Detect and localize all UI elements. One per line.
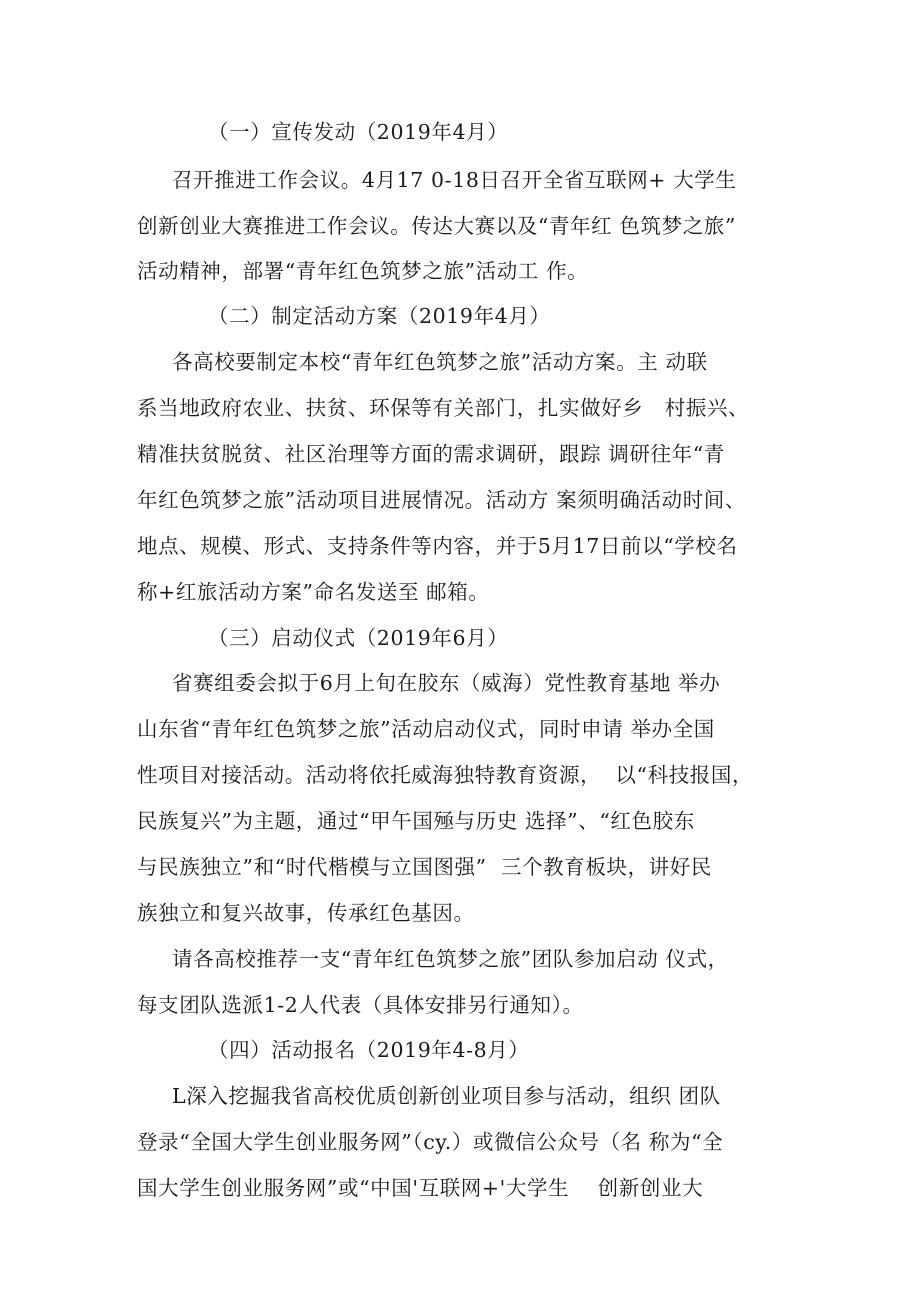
paragraph-line: L深入挖掘我省高校优质创新创业项目参与活动，组织 团队 (172, 1084, 721, 1108)
paragraph-line: 称+红旅活动方案”命名发送至 邮箱。 (137, 580, 490, 604)
section-heading: （四）活动报名（2019年4-8月） (208, 1038, 530, 1062)
section-heading: （二）制定活动方案（2019年4月） (208, 304, 551, 328)
paragraph-line: 省赛组委会拟于6月上旬在胶东（威海）党性教育基地 举办 (172, 671, 721, 695)
paragraph-line: 国大学生创业服务网”或“中国'互联网+'大学生 创新创业大 (137, 1176, 704, 1200)
paragraph-line: 族独立和复兴故事，传承红色基因。 (137, 901, 475, 925)
section-heading: （三）启动仪式（2019年6月） (208, 626, 509, 650)
paragraph-line: 山东省“青年红色筑梦之旅”活动启动仪式，同时申请 举办全国 (137, 717, 715, 741)
paragraph-line: 请各高校推荐一支“青年红色筑梦之旅”团队参加启动 仪式， (172, 947, 729, 971)
paragraph-line: 性项目对接活动。活动将依托威海独特教育资源， 以“科技报国， (137, 763, 754, 787)
paragraph-line: 与民族独立”和“时代楷模与立国图强” 三个教育板块，讲好民 (137, 855, 712, 879)
paragraph-line: 民族复兴”为主题，通过“甲午国殛与历史 选择”、“红色胶东 (137, 809, 695, 833)
paragraph-line: 活动精神，部署“青年红色筑梦之旅”活动工 作。 (137, 259, 589, 283)
paragraph-line: 登录“全国大学生创业服务网”（cy.）或微信公众号（名 称为“全 (137, 1130, 724, 1154)
paragraph-line: 每支团队选派1-2人代表（具体安排另行通知）。 (137, 993, 584, 1017)
paragraph-line: 创新创业大赛推进工作会议。传达大赛以及“青年红 色筑梦之旅” (137, 214, 736, 238)
paragraph-line: 各高校要制定本校“青年红色筑梦之旅”活动方案。主 动联 (172, 350, 708, 374)
paragraph-line: 地点、规模、形式、支持条件等内容，并于5月17日前以“学校名 (137, 534, 738, 558)
section-heading: （一）宣传发动（2019年4月） (208, 120, 509, 144)
paragraph-line: 系当地政府农业、扶贫、环保等有关部门，扎实做好乡 村振兴、 (137, 396, 750, 420)
paragraph-line: 召开推进工作会议。4月17 0-18日召开全省互联网+ 大学生 (172, 168, 737, 192)
paragraph-line: 年红色筑梦之旅”活动项目进展情况。活动方 案须明确活动时间、 (137, 488, 746, 512)
paragraph-line: 精准扶贫脱贫、社区治理等方面的需求调研，跟踪 调研往年“青 (137, 442, 725, 466)
